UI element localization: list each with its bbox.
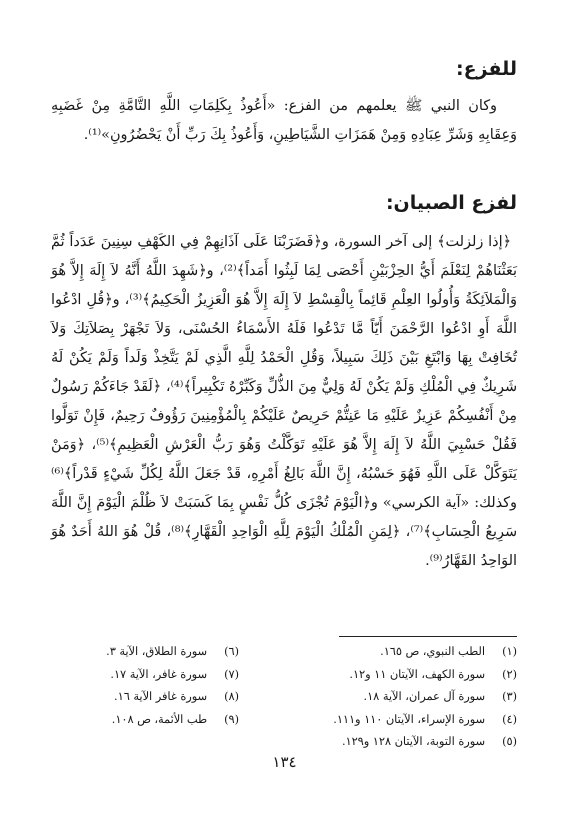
footnote-item — [49, 686, 239, 709]
footnote-item — [292, 641, 517, 664]
footnotes-left-column — [49, 641, 239, 731]
footnote-text: سورة الطلاق، الآية ٣. — [106, 645, 207, 658]
footnote-text: طب الأئمة، ص ١٠٨. — [111, 712, 207, 726]
footnote-number: (٩) — [224, 712, 239, 726]
footnote-text: الطب النبوي، ص ١٦٥. — [380, 645, 485, 658]
footnote-number: (٢) — [502, 667, 517, 681]
section-heading-children-fear: لفزع الصبيان: — [385, 192, 517, 214]
footnote-number: (٦) — [224, 645, 239, 658]
footnote-number: (٤) — [502, 712, 517, 726]
footnote-number: (٣) — [502, 690, 517, 703]
footnotes-right-column — [292, 641, 517, 754]
section-text-fear: وكان النبي ﷺ يعلمهم من الفزع: «أَعُوذُ بِكَلِمَاتِ اللَّهِ التَّامَّةِ مِنْ غَضَبِهِ وَعِقَابِهِ وَشَرِّ عِبَادِهِ وَمِنْ هَمَزَاتِ الشَّيَاطِينِ، وَأَعُوذُ بِكَ رَبِّ أَنْ يَحْضُرُونِ»⁽¹⁾. — [51, 98, 517, 143]
footnote-text: سورة التوبة، الآيتان ١٢٨ و١٢٩. — [341, 735, 485, 748]
section-text-children-fear: ﴿إذا زلزلت﴾ إلى آخر السورة، و﴿فَضَرَبْنَا عَلَى آذَانِهِمْ فِي الكَهْفِ سِنِينَ عَدَداً ثُمَّ بَعَثْنَاهُمْ لِنَعْلَمَ أَيُّ الحِزْبَيْنِ أَحْصَى لِمَا لَبِثُوا أَمَداً﴾⁽²⁾، و﴿شَهِدَ اللَّهُ أَنَّهُ لاَ إِلَهَ إِلاَّ هُوَ وَالْمَلاَئِكَةُ وَأُولُوا العِلْمِ قَائِماً بِالْقِسْطِ لاَ إِلَهَ إِلاَّ هُوَ الْعَزِيزُ الْحَكِيمُ﴾⁽³⁾، و﴿قُلِ ادْعُوا اللَّهَ أَوِ ادْعُوا الرَّحْمَنَ أَيّاً مَّا تَدْعُوا فَلَهُ الأَسْمَاءُ الحُسْنَى، وَلاَ تَجْهَرْ بِصَلاَتِكَ وَلاَ تُخَافِتْ بِهَا وَابْتَغِ بَيْنَ ذَلِكَ سَبِيلاً، وَقُلِ الْحَمْدُ لِلَّهِ الَّذِي لَمْ يَتَّخِذْ وَلَداً وَلَمْ يَكُنْ لَهُ شَرِيكٌ فِي الْمُلْكِ وَلَمْ يَكُنْ لَهُ وَلِيٌّ مِنَ الذُّلِّ وَكَبِّرْهُ تَكْبِيراً﴾⁽⁴⁾، ﴿لَقَدْ جَاءَكُمْ رَسُولٌ مِنْ أَنْفُسِكُمْ عَزِيزٌ عَلَيْهِ مَا عَنِتُّمْ حَرِيصٌ عَلَيْكُمْ بِالْمُؤْمِنِينَ رَؤُوفٌ رَحِيمٌ، فَإِنْ تَوَلَّوا فَقُلْ حَسْبِيَ اللَّهُ لاَ إِلَهَ إِلاَّ هُوَ عَلَيْهِ تَوَكَّلْتُ وَهُوَ رَبُّ الْعَرْشِ الْعَظِيمِ﴾⁽⁵⁾، ﴿وَمَنْ يَتَوَكَّلْ عَلَى اللَّهِ فَهُوَ حَسْبُهُ، إِنَّ اللَّهَ بَالِغُ أَمْرِهِ، قَدْ جَعَلَ اللَّهُ لِكُلِّ شَيْءٍ قَدْراً﴾⁽⁶⁾ وكذلك: «آية الكرسي» و﴿الْيَوْمَ تُجْزَى كُلُّ نَفْسٍ بِمَا كَسَبَتْ لاَ ظُلْمَ الْيَوْمَ إِنَّ اللَّهَ سَرِيعُ الْحِسَابِ﴾⁽⁷⁾، ﴿لِمَنِ الْمُلْكُ الْيَوْمَ لِلَّهِ الْوَاحِدِ الْقَهَّارِ﴾⁽⁸⁾، قُلْ هُوَ اللهُ أَحَدٌ هُوَ الوَاحِدُ القَهَّارُ⁽⁹⁾. — [51, 234, 518, 569]
footnote-item — [49, 664, 239, 687]
footnote-number: (٨) — [224, 690, 239, 703]
footnote-text: سورة غافر الآية ١٦. — [114, 690, 207, 703]
footnote-text: سورة آل عمران، الآية ١٨. — [363, 690, 485, 703]
footnote-item — [292, 731, 517, 754]
footnote-item — [292, 709, 517, 732]
footnote-text: سورة الكهف، الآيتان ١١ و١٢. — [349, 667, 485, 681]
footnote-number: (٥) — [502, 735, 517, 748]
section-heading-fear: للفزع: — [456, 58, 517, 80]
footnote-number: (٧) — [224, 667, 239, 681]
page-number: ١٣٤ — [272, 753, 297, 771]
footnote-separator — [339, 636, 517, 637]
footnote-item — [49, 709, 239, 732]
footnote-text: سورة الإسراء، الآيتان ١١٠ و١١١. — [333, 712, 485, 726]
footnote-item — [292, 664, 517, 687]
footnote-item — [292, 686, 517, 709]
footnote-item — [49, 641, 239, 664]
footnote-text: سورة غافر، الآية ١٧. — [110, 667, 207, 681]
footnote-number: (١) — [502, 645, 517, 658]
